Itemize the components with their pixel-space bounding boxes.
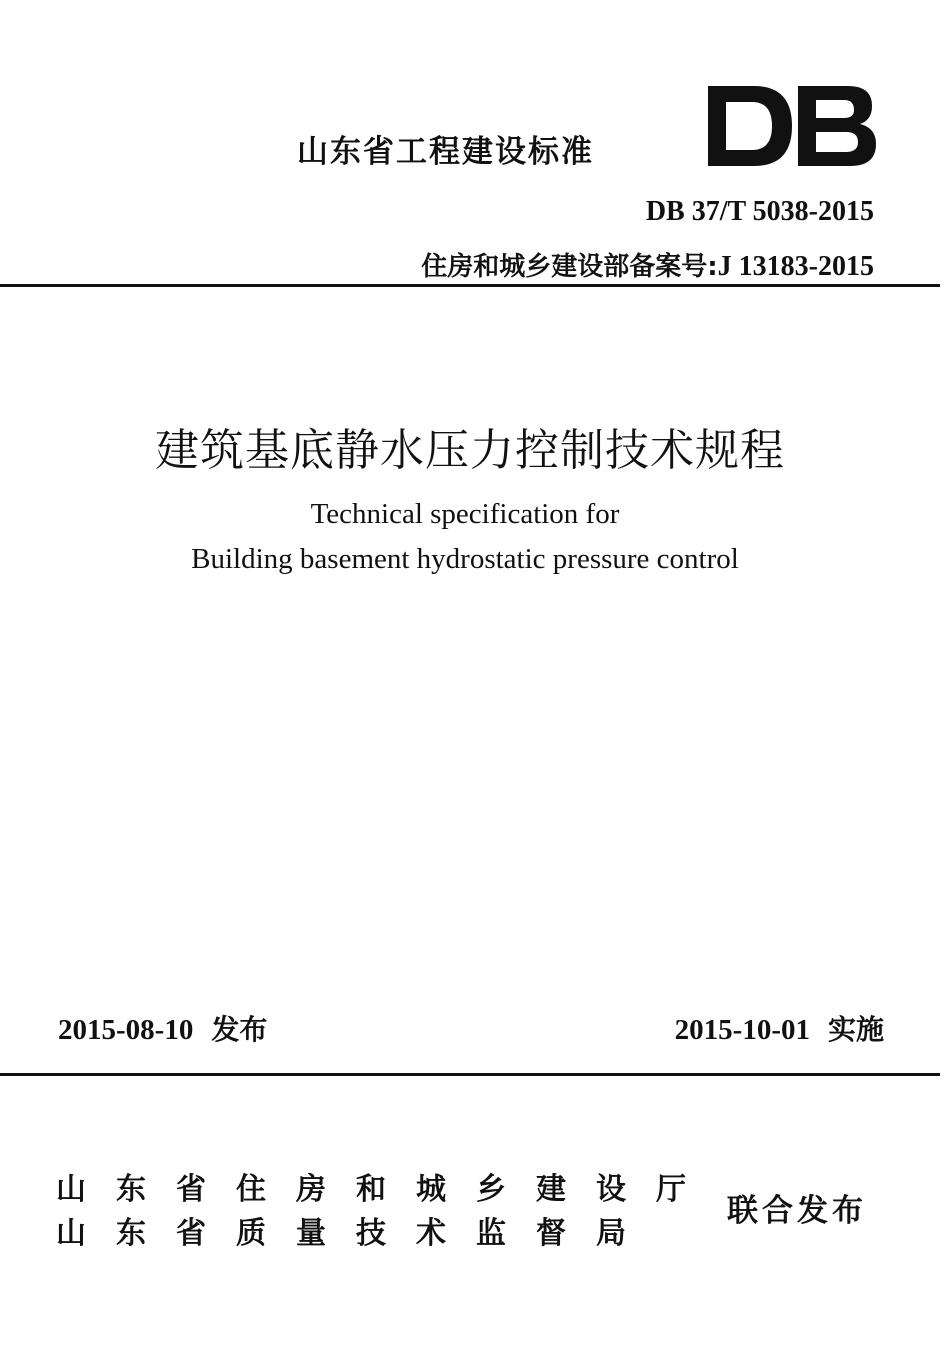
publish-date: 2015-08-10 [58, 1014, 194, 1046]
filing-number: J 13183-2015 [717, 251, 874, 282]
implement-date: 2015-10-01 [674, 1014, 810, 1046]
document-title-chinese: 建筑基底静水压力控制技术规程 [155, 425, 785, 476]
joint-issue-label: 联合发布 [727, 1193, 867, 1229]
document-title-english-line2: Building basement hydrostatic pressure control [191, 543, 739, 575]
issuer-line-2: 山东省质量技术监督局 [56, 1216, 656, 1251]
header-divider [0, 284, 940, 287]
implement-date-block [675, 1008, 884, 1048]
implement-label: 实施 [827, 1013, 884, 1046]
filing-record [421, 246, 874, 283]
publish-date-block [58, 1008, 267, 1048]
document-title-english-line1: Technical specification for [310, 498, 620, 530]
publish-label: 发布 [211, 1013, 268, 1046]
standard-series-title: 山东省工程建设标准 [297, 134, 594, 170]
db-logo [706, 84, 878, 168]
issuer-line-1: 山东省住房和城乡建设厅 [56, 1172, 716, 1207]
standard-number: DB 37/T 5038-2015 [645, 196, 874, 227]
footer-divider [0, 1073, 940, 1076]
filing-label: 住房和城乡建设部备案号: [421, 252, 718, 282]
